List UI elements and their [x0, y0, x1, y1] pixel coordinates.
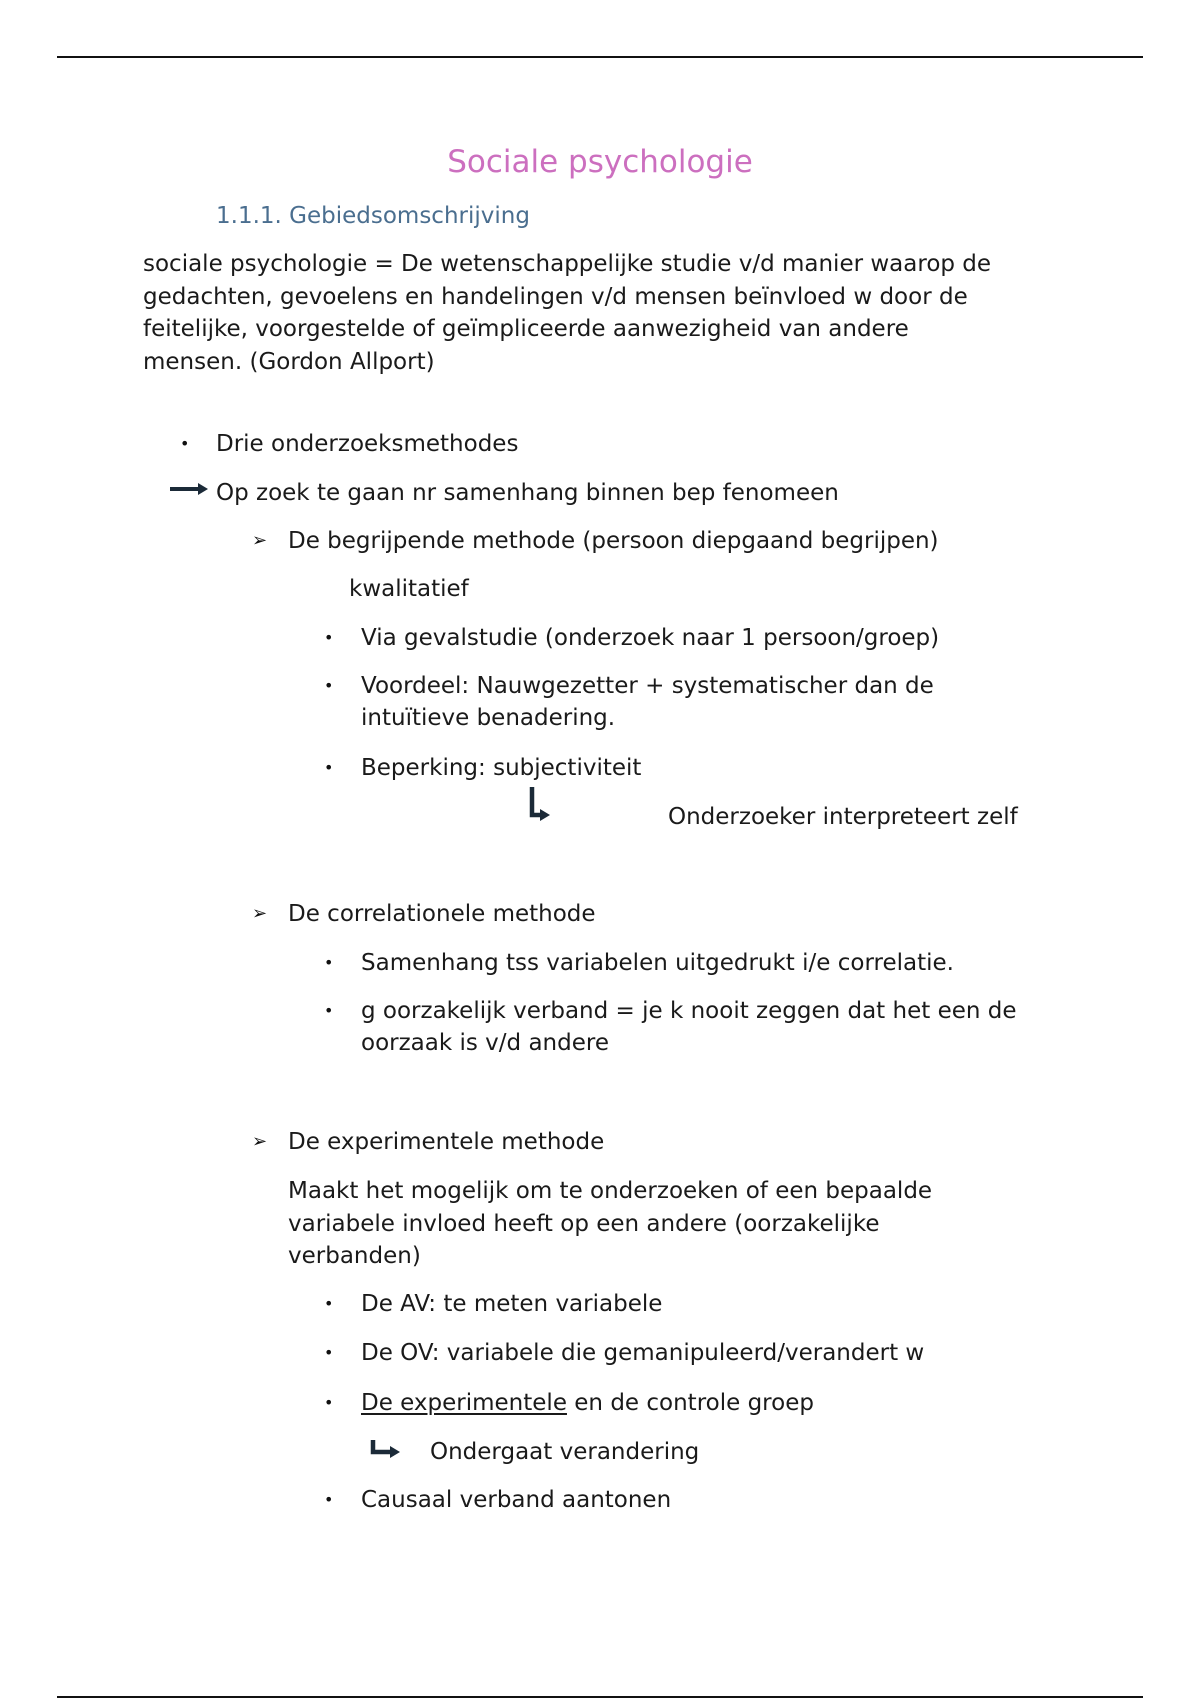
bullet-marker: •: [324, 758, 334, 777]
begrijpend-item-1: Via gevalstudie (onderzoek naar 1 persoon/groep): [361, 625, 940, 651]
chevron-bullet: ➢: [252, 1131, 268, 1152]
begrijpend-heading: De begrijpende methode (persoon diepgaand begrijpen): [288, 528, 939, 554]
bullet-marker: •: [324, 1490, 334, 1509]
definition-line-1: sociale psychologie = De wetenschappelijke studie v/d manier waarop de: [143, 251, 992, 277]
experimenteel-item-3-arrow-text: Ondergaat verandering: [430, 1439, 700, 1465]
experimenteel-desc-line-1: Maakt het mogelijk om te onderzoeken of een bepaalde: [288, 1178, 933, 1204]
down-right-arrow-icon: [528, 787, 550, 823]
begrijpend-item-2-line-1: Voordeel: Nauwgezetter + systematischer dan de: [361, 673, 934, 699]
definition-line-2: gedachten, gevoelens en handelingen v/d mensen beïnvloed w door de: [143, 284, 968, 310]
bullet-marker: •: [180, 434, 190, 453]
right-arrow-icon: [170, 482, 208, 496]
experimenteel-item-3-rest: en de controle groep: [566, 1390, 814, 1416]
header-rule: [57, 56, 1143, 58]
experimenteel-item-3: [361, 1387, 814, 1419]
begrijpend-item-3-arrow-text: Onderzoeker interpreteert zelf: [668, 804, 1018, 830]
correlationeel-heading: De correlationele methode: [288, 901, 596, 927]
experimenteel-desc-line-3: verbanden): [288, 1243, 421, 1269]
definition-line-4: mensen. (Gordon Allport): [143, 349, 435, 375]
bullet-marker: •: [324, 1343, 334, 1362]
document-title: Sociale psychologie: [447, 144, 753, 180]
experimenteel-item-1: De AV: te meten variabele: [361, 1291, 663, 1317]
chevron-bullet: ➢: [252, 530, 268, 551]
experimenteel-item-3-underlined: De experimentele: [361, 1390, 567, 1416]
methods-arrow-text: Op zoek te gaan nr samenhang binnen bep fenomeen: [216, 480, 839, 506]
chevron-bullet: ➢: [252, 903, 268, 924]
bullet-marker: •: [324, 1294, 334, 1313]
methods-bullet-text: Drie onderzoeksmethodes: [216, 431, 519, 457]
correlationeel-item-2-line-1: g oorzakelijk verband = je k nooit zeggen dat het een de: [361, 998, 1017, 1024]
experimenteel-desc-line-2: variabele invloed heeft op een andere (oorzakelijke: [288, 1211, 880, 1237]
begrijpend-item-2-line-2: intuïtieve benadering.: [361, 705, 616, 731]
bullet-marker: •: [324, 628, 334, 647]
hooked-right-arrow-icon: [370, 1440, 400, 1460]
begrijpend-item-3: Beperking: subjectiviteit: [361, 755, 642, 781]
begrijpend-note: kwalitatief: [349, 576, 469, 602]
bullet-marker: •: [324, 953, 334, 972]
bullet-marker: •: [324, 1001, 334, 1020]
correlationeel-item-1: Samenhang tss variabelen uitgedrukt i/e correlatie.: [361, 950, 954, 976]
experimenteel-heading: De experimentele methode: [288, 1129, 605, 1155]
section-subheading: 1.1.1. Gebiedsomschrijving: [216, 203, 530, 229]
definition-line-3: feitelijke, voorgestelde of geïmpliceerde aanwezigheid van andere: [143, 316, 909, 342]
bullet-marker: •: [324, 676, 334, 695]
experimenteel-item-4: Causaal verband aantonen: [361, 1487, 672, 1513]
experimenteel-item-2: De OV: variabele die gemanipuleerd/verandert w: [361, 1340, 925, 1366]
bullet-marker: •: [324, 1393, 334, 1412]
footer-rule: [57, 1696, 1143, 1698]
correlationeel-item-2-line-2: oorzaak is v/d andere: [361, 1030, 609, 1056]
